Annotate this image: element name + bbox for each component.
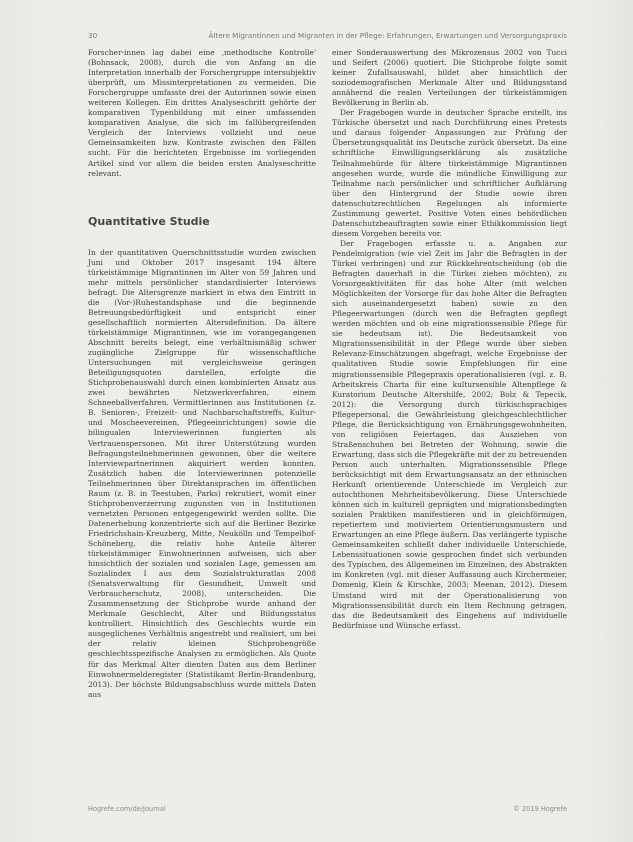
left-column: [88, 48, 316, 700]
running-header: [88, 31, 567, 40]
footer-journal-link[interactable]: Hogrefe.com/de/journal: [88, 805, 166, 813]
paragraph: Der Fragebogen wurde in deutscher Sprache erstellt, ins Türkische übersetzt und nach Durchführung eines Pretests und daraus folgender Anpassungen zur Prüfung der Übersetzungsqualität ins Deutsche zurück übersetzt. Da eine schriftliche Einwilligungserklärung als zusätzliche Teilnahmehürde für ältere türkeistämmige Migrantinnen angesehen wurde, wurde die mündliche Einwilligung zur Teilnahme nach persönlicher und schriftlicher Aufklärung über den Hintergrund der Studie sowie ihren datenschutzrechtlichen Regelungen als informierte Zustimmung gewertet. Positive Voten eines behördlichen Datenschutzbeauftragten sowie einer Ethikkommission liegt diesem Vorgehen bereits vor.: [332, 108, 567, 238]
running-title: Ältere Migrantinnen und Migranten in der Pflege: Erfahrungen, Erwartungen und Versorgungspraxis: [208, 31, 567, 40]
right-column: [332, 48, 567, 631]
page-footer: [88, 805, 567, 813]
section-heading: Quantitative Studie: [88, 214, 210, 228]
paragraph: Der Fragebogen erfasste u. a. Angaben zur Pendelmigration (wie viel Zeit im Jahr die Befragten in der Türkei verbringen) und zur Rückkehrentscheidung (ob die Befragten dauerhaft in die Türkei ziehen möchten), zu Vorsorgeaktivitäten für das hohe Alter (mit welchen Möglichkeiten der Vorsorge für das hohe Alter die Befragten sich auseinandergesetzt haben) sowie zu den Pflegeerwartungen (durch wen die Befragten gepflegt werden möchten und ob eine migrationssensible Pflege für sie bedeutsam ist). Die Bedeutsamkeit von Migrationssensibilität in der Pflege wurde über sieben Relevanz-Einschätzungen abgefragt, welche Ergebnisse der qualitativen Studie sowie Empfehlungen für eine migrationssensible Pflegepraxis operationalisieren (vgl. z. B. Arbeitskreis Charta für eine kultursensible Altenpflege & Kuratorium Deutsche Altershilfe, 2002; Bolz & Tepecik, 2012): die Versorgung durch türkischsprachiges Pflegepersonal, die Gewährleistung gleichgeschlechtlicher Pflege, die Berücksichtigung von Ernährungsgewohnheiten, von religiösen Feiertagen, das Ausziehen von Straßenschuhen bei Betreten der Wohnung, sowie die Erwartung, dass sich die Pflegekräfte mit der zu betreuenden Person auch unterhalten. Migrationssensible Pflege berücksichtigt mit dem Erwartungsansatz an der ethnischen Herkunft orientierende Unterschiede im Vergleich zur autochthonen Mehrheitsbevölkerung. Diese Unterschiede können sich in kulturell geprägten und migrationsbedingten sozialen Praktiken manifestieren und in gleichförmigen, repetiertem und motiviertem Orientierungsmustern und Erwartungen an eine Pflege äußern. Das verlängerte typische Gemeinsamkeiten schließt daher individuelle Unterschiede, Lebenssituationen sowie gesprochen findet sich verbunden des Typischen, des Allgemeinen im Einzelnen, des Abstrakten im Konkreten (vgl. mit dieser Auffassung auch Kirchermeier, Domenig, Klein & Kirschke, 2003; Meenan, 2012). Diesem Umstand wird mit der Operationalisierung von Migrationssensibilität durch ein Item Rechnung getragen, das die Bedeutsamkeit des Eingehens auf individuelle Bedürfnisse und Wünsche erfasst.: [332, 238, 567, 630]
footer-copyright: © 2019 Hogrefe: [513, 805, 567, 813]
paragraph: Forscher-innen lag dabei eine ‚methodische Kontrolle' (Bohnsack, 2008), durch die von Anfang an die Interpretation innerhalb der Forschergruppe intersubjektiv überprüft, um Missinterpretationen zu vermeiden. Die Forschergruppe umfasste drei der Autorinnen sowie einen weiteren Kollegen. Ein drittes Analyseschritt gehörte der komparativen Typenbildung mit einer umfassenden komparativen Analyse, die sich im fallübergreifenden Vergleich der Interviews vollzieht und neue Gemeinsamkeiten bzw. Kontraste zwischen den Fällen sucht. Für die berichteten Ergebnisse im vorliegenden Artikel sind vor allem die beiden ersten Analyseschritte relevant.: [88, 48, 316, 178]
paragraph: einer Sonderauswertung des Mikrozensus 2002 von Tucci und Seifert (2006) quotiert. Die Stichprobe folgte somit keiner Zufallsauswahl, bildet aber hinsichtlich der soziodemografischen Merkmale Alter und Bildungsstand annähernd die realen Verteilungen der türkeistämmigen Bevölkerung in Berlin ab.: [332, 48, 567, 108]
paragraph: In der quantitativen Querschnittsstudie wurden zwischen Juni und Oktober 2017 insgesamt 194 ältere türkeistämmige Migrantinnen im Alter von 59 Jahren und mehr mittels persönlicher standardisierter Interviews befragt. Die Altersgrenze markiert in etwa den Eintritt in die (Vor-)Ruhestandsphase und die beginnende Betreuungsbedürftigkeit und entspricht einer gesellschaftlich normierten Altersdefinition. Da ältere türkeistämmige Migrantinnen, wie im vorangegangenen Abschnitt bereits belegt, eine verhältnismäßig schwer zugängliche Zielgruppe für wissenschaftliche Untersuchungen mit vergleichsweise geringen Beteiligungsquoten darstellen, erfolgte die Stichprobenauswahl durch einen kombinierten Ansatz aus zwei bewährten Netzwerkverfahren, einem Schneeballverfahren. Vermittlerinnen aus Institutionen (z. B. Senioren-, Freizeit- und Nachbarschaftstreffs, Kultur- und Moscheevereinen, Pflegeeinrichtungen) sowie die bilingualen Interviewerinnen fungierten als Vertrauenspersonen. Mit ihrer Unterstützung wurden Befragungsteilnehmerinnen gewonnen, über die weitere Interviewpartnerinnen akquiriert werden konnten. Zusätzlich haben die Interviewerinnen potenzielle Teilnehmerinnen über Direktansprachen im öffentlichen Raum (z. B. in Teestuben, Parks) rekrutiert, womit einer Stichprobenverzerrung zugunsten von in Institutionen vernetzten Personen entgegengewirkt werden sollte. Die Datenerhebung konzentrierte sich auf die Berliner Bezirke Friedrichshain-Kreuzberg, Mitte, Neukölln und Tempelhof-Schöneberg, die relativ hohe Anteile älterer türkeistämmiger Einwohnerinnen aufweisen, sich aber hinsichtlich der sozialen und sozialen Lage, gemessen am Sozialindex I aus dem Sozialstrukturatlas 2008 (Senatsverwaltung für Gesundheit, Umwelt und Verbraucherschutz, 2008), unterscheiden. Die Zusammensetzung der Stichprobe wurde anhand der Merkmale Geschlecht, Alter und Bildungsstatus kontrolliert. Hinsichtlich des Geschlechts wurde ein ausgeglichenes Verhältnis angestrebt und realisiert, um bei der relativ kleinen Stichprobengröße geschlechtsspezifische Analysen zu ermöglichen. Als Quote für das Merkmal Alter dienten Daten aus dem Berliner Einwohnermelderegister (Statistikamt Berlin-Brandenburg, 2013). Der höchste Bildungsabschluss wurde mittels Daten aus: [88, 247, 316, 699]
page-number: 30: [88, 31, 98, 40]
